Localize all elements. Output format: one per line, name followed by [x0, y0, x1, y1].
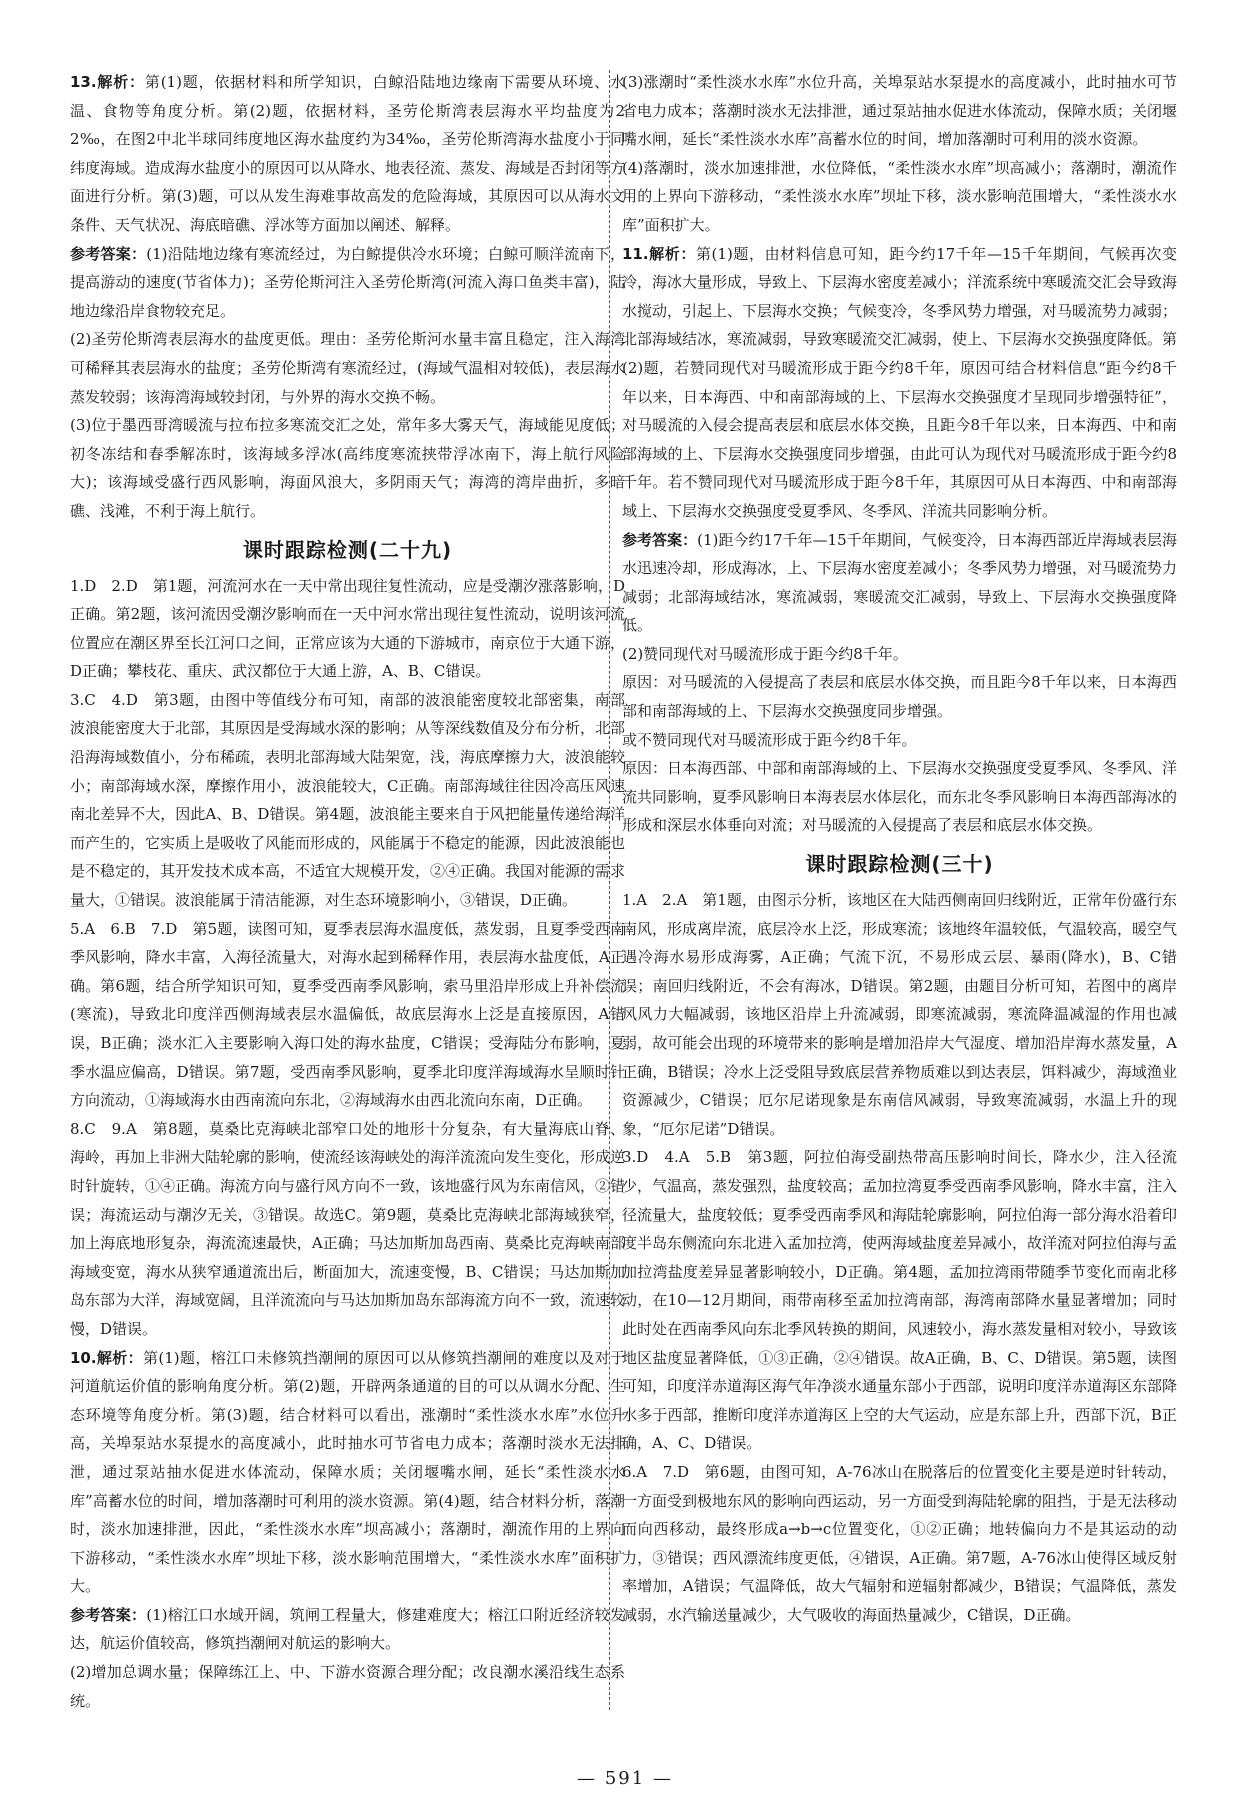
- answer-label: 10.解析：: [70, 1348, 144, 1367]
- answer-text: (3)涨潮时“柔性淡水水库”水位升高，关埠泵站水泵提水的高度减小，此时抽水可节省电力成本；落潮时淡水无法排泄，通过泵站抽水促进水体流动，保障水质；关闭堰嘴水闸，延长“柔性淡水水库”高蓄水位的时间，增加落潮时可利用的淡水资源。: [622, 73, 1178, 149]
- answer-paragraph: [622, 668, 1177, 725]
- answer-paragraph: [622, 726, 1177, 755]
- answer-paragraph: [70, 572, 625, 686]
- answer-paragraph: [622, 1143, 1177, 1458]
- answer-text: (4)落潮时，淡水加速排泄，水位降低，“柔性淡水水库”坝高减小；落潮时，潮流作用的上界向下游移动，“柔性淡水水库”坝址下移，淡水影响范围增大，“柔性淡水水库”面积扩大。: [622, 158, 1177, 234]
- answer-paragraph: [70, 1344, 625, 1601]
- left-column: [70, 68, 625, 1715]
- answer-text: 5.A 6.B 7.D 第5题，读图可知，夏季表层海水温度低，蒸发弱，且夏季受西南季风影响，降水丰富，入海径流量大，对海水起到稀释作用，表层海水盐度低，A正确。第6题，结合所学知识可知，夏季受西南季风影响，索马里沿岸形成上升补偿流(寒流)，导致北印度洋西侧海域表层水温偏低，故底层海水上泛是直接原因，A错误，B正确；淡水汇入主要影响入海口处的海水盐度，C错误；受海陆分布影响，夏季水温应偏高，D错误。第7题，受西南季风影响，夏季北印度洋海域海水呈顺时针方向流动，①海域海水由西南流向东北，②海域海水由西北流向东南，D正确。: [70, 919, 625, 1110]
- answer-label: 参考答案：: [70, 1605, 147, 1624]
- answer-paragraph: [70, 1601, 625, 1658]
- answer-paragraph: [622, 154, 1177, 240]
- answer-paragraph: [70, 1115, 625, 1344]
- answer-paragraph: [622, 886, 1177, 1143]
- answer-text: 或不赞同现代对马暖流形成于距今约8千年。: [622, 730, 917, 749]
- answer-paragraph: [622, 68, 1177, 154]
- answer-text: 原因：对马暖流的入侵提高了表层和底层水体交换，而且距今8千年以来，日本海西部和南部海域的上、下层海水交换强度同步增强。: [622, 673, 1177, 721]
- answer-paragraph: [70, 686, 625, 915]
- right-column: [622, 68, 1177, 1629]
- answer-paragraph: [70, 1658, 625, 1715]
- answer-label: 13.解析：: [70, 73, 145, 91]
- answer-text: 3.D 4.A 5.B 第3题，阿拉伯海受副热带高压影响时间长，降水少，注入径流少，气温高，蒸发强烈，盐度较高；孟加拉湾夏季受西南季风影响，降水丰富，注入径流量大，盐度较低；夏季受西南季风和海陆轮廓影响，阿拉伯海一部分海水沿着印度半岛东侧流向东北进入孟加拉湾，使两海域盐度差异减小，故洋流对阿拉伯海与孟加拉湾盐度差异显著影响较小，D正确。第4题，孟加拉湾雨带随季节变化而南北移动，在10—12月期间，雨带南移至孟加拉湾南部，海湾南部降水量显著增加；同时此时处在西南季风向东北季风转换的期间，风速较小，海水蒸发量相对较小，导致该地区盐度显著降低，①③正确，②④错误。故A正确，B、C、D错误。第5题，读图可知，印度洋赤道海区海气年净淡水通量东部小于西部，说明印度洋赤道海区东部降水多于西部，推断印度洋赤道海区上空的大气运动，应是东部上升，西部下沉，B正确，A、C、D错误。: [622, 1148, 1178, 1453]
- answer-text: 第(1)题，依据材料和所学知识，白鲸沿陆地边缘南下需要从环境、水温、食物等角度分析。第(2)题，依据材料，圣劳伦斯湾表层海水平均盐度为22‰，在图2中北半球同纬度地区海水盐度约为34‰，圣劳伦斯湾海水盐度小于同纬度海域。造成海水盐度小的原因可以从降水、地表径流、蒸发、海域是否封闭等方面进行分析。第(3)题，可以从发生海难事故高发的危险海域，其原因可以从海水文条件、天气状况、海底暗礁、浮冰等方面加以阐述、解释。: [70, 73, 626, 234]
- answer-label: 参考答案：: [622, 530, 698, 549]
- section-heading: 课时跟踪检测(三十): [805, 852, 994, 877]
- answer-paragraph: [70, 240, 625, 326]
- answer-text: (1)距今约17千年—15千年期间，气候变冷，日本海西部近岸海域表层海水迅速冷却，形成海冰，上、下层海水密度差减小；冬季风势力增强，对马暖流势力减弱；北部海域结冰，寒流减弱，寒暖流交汇减弱，导致上、下层海水交换强度降低。: [622, 530, 1178, 635]
- section-heading: 课时跟踪检测(二十九): [242, 537, 453, 562]
- answer-text: 1.D 2.D 第1题，河流河水在一天中常出现往复性流动，应是受潮汐涨落影响，D正确。第2题，该河流因受潮汐影响而在一天中河水常出现往复性流动，说明该河流位置应在潮区界至长江河口之间，正常应该为大通的下游城市，南京位于大通下游，D正确；攀枝花、重庆、武汉都位于大通上游，A、B、C错误。: [70, 576, 626, 681]
- answer-text: 原因：日本海西部、中部和南部海域的上、下层海水交换强度受夏季风、冬季风、洋流共同影响，夏季风影响日本海表层水体层化，而东北冬季风影响日本海西部海冰的形成和深层水体垂向对流；对马暖流的入侵提高了表层和底层水体交换。: [622, 759, 1178, 835]
- answer-text: (2)赞同现代对马暖流形成于距今约8千年。: [622, 644, 908, 663]
- answer-text: 第(1)题，榕江口未修筑挡潮闸的原因可以从修筑挡潮闸的难度以及对于河道航运价值的影响角度分析。第(2)题，开辟两条通道的目的可以从调水分配、生态环境等角度分析。第(3)题，结合材料可以看出，涨潮时“柔性淡水水库”水位升高，关埠泵站水泵提水的高度减小，此时抽水可节省电力成本；落潮时淡水无法排泄，通过泵站抽水促进水体流动，保障水质；关闭堰嘴水闸，延长“柔性淡水水库”高蓄水位的时间，增加落潮时可利用的淡水资源。第(4)题，结合材料分析，落潮时，淡水加速排泄，因此，“柔性淡水水库”坝高减小；落潮时，潮流作用的上界向下游移动，“柔性淡水水库”坝址下移，淡水影响范围增大，“柔性淡水水库”面积扩大。: [70, 1348, 625, 1596]
- answer-paragraph: [622, 240, 1177, 526]
- answer-paragraph: [622, 640, 1177, 669]
- answer-text: (3)位于墨西哥湾暖流与拉布拉多寒流交汇之处，常年多大雾天气，海域能见度低；初冬冻结和春季解冻时，该海域多浮冰(高纬度寒流挟带浮冰南下，海上航行风险大)；该海域受盛行西风影响，海面风浪大，多阴雨天气；海湾的湾岸曲折，多暗礁、浅滩，不利于海上航行。: [70, 416, 625, 520]
- answer-paragraph: [70, 325, 625, 411]
- answer-text: (1)沿陆地边缘有寒流经过，为白鲸提供冷水环境；白鲸可顺洋流南下，提高游动的速度(节省体力)；圣劳伦斯河注入圣劳伦斯湾(河流入海口鱼类丰富)，陆地边缘沿岸食物较充足。: [70, 244, 625, 320]
- answer-text: 3.C 4.D 第3题，由图中等值线分布可知，南部的波浪能密度较北部密集，南部波浪能密度大于北部，其原因是受海域水深的影响；从等深线数值及分布分析，北部沿海海域数值小，分布稀疏，表明北部海域大陆架宽，浅，海底摩擦力大，波浪能较小；南部海域水深，摩擦作用小，波浪能较大，C正确。南部海域往往因冷高压风速南北差异不大，因此A、B、D错误。第4题，波浪能主要来自于风把能量传递给海洋而产生的，它实质上是吸收了风能而形成的，风能属于不稳定的能源，因此波浪能也是不稳定的，其开发技术成本高，不适宜大规模开发，②④正确。我国对能源的需求量大，①错误。波浪能属于清洁能源，对生态环境影响小，③错误，D正确。: [70, 690, 626, 910]
- answer-text: 1.A 2.A 第1题，由图示分析，该地区在大陆西侧南回归线附近，正常年份盛行东南风，形成离岸流，底层冷水上泛，形成寒流；该地终年温较低，气温较高，暖空气遇冷海水易形成海雾，A正确；气流下沉，不易形成云层、暴雨(降水)，B、C错误；南回归线附近，不会有海冰，D错误。第2题，由题目分析可知，若图中的离岸风风力大幅减弱，该地区沿岸上升流减弱，即寒流减弱，寒流降温减湿的作用也减弱，故可能会出现的环境带来的影响是增加沿岸大气湿度、增加沿岸海水蒸发量，A正确，B错误；冷水上泛受阻导致底层营养物质难以到达表层，饵料减少，海域渔业资源减少，C错误；厄尔尼诺现象是东南信风减弱，导致寒流减弱，水温上升的现象，“厄尔尼诺”D错误。: [622, 891, 1178, 1138]
- answer-paragraph: [622, 754, 1177, 840]
- answer-text: 8.C 9.A 第8题，莫桑比克海峡北部窄口处的地形十分复杂，有大量海底山脊、海岭，再加上非洲大陆轮廓的影响，使流经该海峡处的海洋流流向发生变化，形成逆时针旋转，①④正确。海流方向与盛行风方向不一致，该地盛行风为东南信风，②错误；海流运动与潮汐无关，③错误。故选C。第9题，莫桑比克海峡北部海域狭窄，加上海底地形复杂，海流流速最快，A正确；马达加斯加岛西南、莫桑比克海峡南部海域变宽，海水从狭窄通道流出后，断面加大，流速变慢，B、C错误；马达加斯加岛东部为大洋，海域宽阔，且洋流流向与马达加斯加岛东部海流方向不一致，流速较慢，D错误。: [70, 1119, 626, 1338]
- answer-text: 6.A 7.D 第6题，由图可知，A-76冰山在脱落后的位置变化主要是逆时针转动，一方面受到极地东风的影响向西运动，另一方面受到海陆轮廓的阻挡，于是无法移动而向西移动，最终形成a→b→c位置变化，①②正确；地转偏向力不是其运动的动力，③错误；西风漂流纬度更低，④错误，A正确。第7题，A-76冰山使得区域反射率增加，A错误；气温降低，故大气辐射和逆辐射都减少，B错误；气温降低，蒸发减弱，水汽输送量减少，大气吸收的海面热量减少，C错误，D正确。: [622, 1462, 1178, 1624]
- answer-text: (2)圣劳伦斯湾表层海水的盐度更低。理由：圣劳伦斯河水量丰富且稳定，注入海湾可稀释其表层海水的盐度；圣劳伦斯湾有寒流经过，(海域气温相对较低)，表层海水蒸发较弱；该海湾海域较封闭，与外界的海水交换不畅。: [70, 330, 625, 406]
- answer-paragraph: [70, 411, 625, 525]
- answer-text: (1)榕江口水域开阔，筑闸工程量大，修建难度大；榕江口附近经济较发达，航运价值较高，修筑挡潮闸对航运的影响大。: [70, 1605, 625, 1653]
- answer-paragraph: [70, 915, 625, 1115]
- answer-paragraph: [622, 526, 1177, 640]
- answer-text: (2)增加总调水量；保障练江上、中、下游水资源合理分配；改良潮水溪沿线生态系统。: [70, 1663, 625, 1710]
- answer-text: 第(1)题，由材料信息可知，距今约17千年—15千年期间，气候再次变冷，海冰大量形成，导致上、下层海水密度差减小；洋流系统中寒暖流交汇会导致海水搅动，引起上、下层海水交换；气候变冷，冬季风势力增强，对马暖流势力减弱；北部海域结冰，寒流减弱，导致寒暖流交汇减弱，使上、下层海水交换强度降低。第(2)题，若赞同现代对马暖流形成于距今约8千年，原因可结合材料信息“距今约8千年以来，日本海西、中和南部海域的上、下层海水交换强度才呈现同步增强特征”，对马暖流的入侵会提高表层和底层水体交换，且距今8千年以来，日本海西、中和南部海域的上、下层海水交换强度同步增强，由此可认为现代对马暖流形成于距今约8千年。若不赞同现代对马暖流形成于距今8千年，其原因可从日本海西、中和南部海域上、下层海水交换强度受夏季风、冬季风、洋流共同影响分析。: [622, 244, 1178, 520]
- answer-label: 11.解析：: [622, 244, 696, 263]
- answer-label: 参考答案：: [70, 244, 147, 263]
- answer-paragraph: [622, 1458, 1177, 1630]
- answer-paragraph: [70, 68, 625, 240]
- page-number: — 591 —: [577, 1768, 673, 1789]
